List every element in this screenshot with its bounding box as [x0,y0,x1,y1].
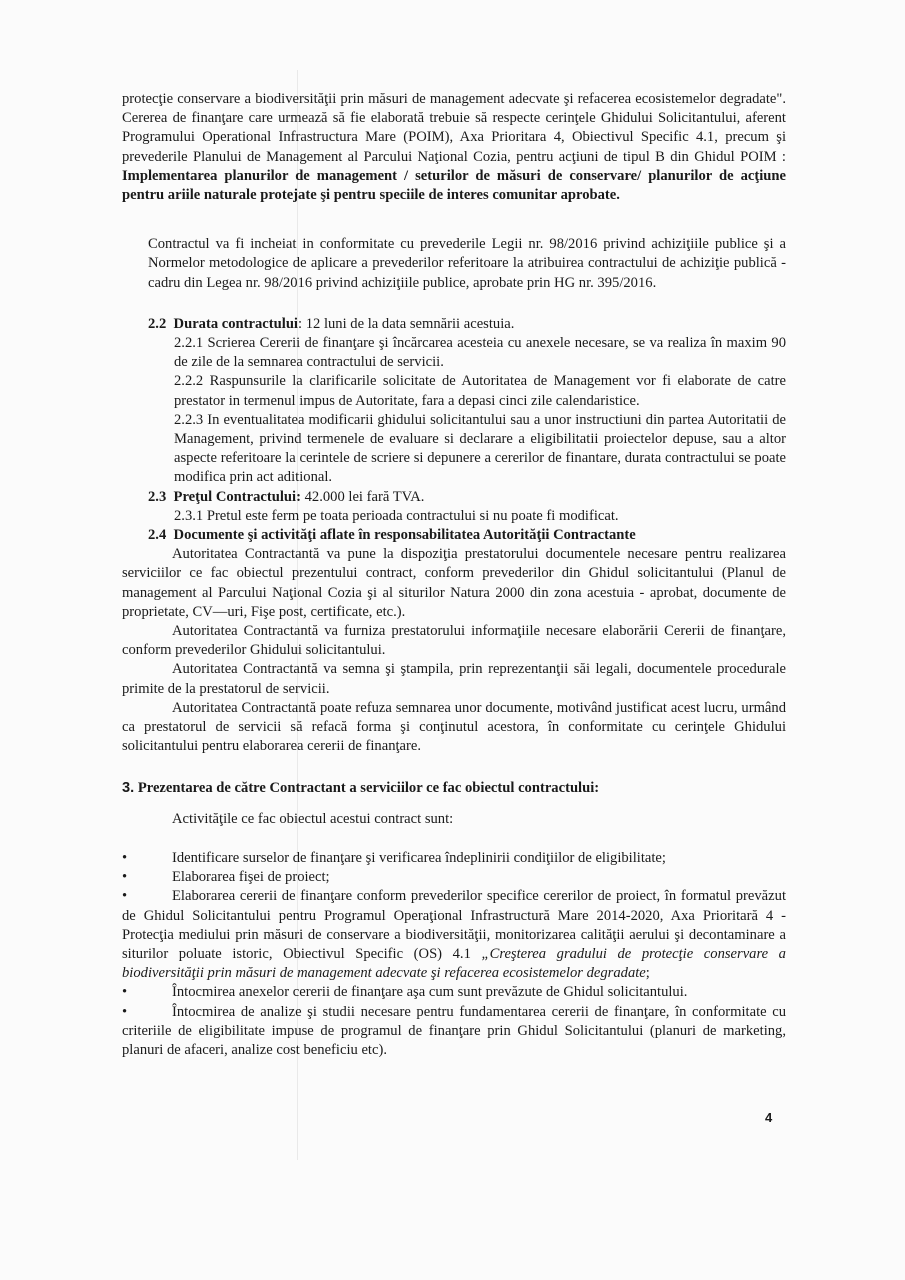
section-2-4-paragraph-3: Autoritatea Contractantă va semna şi ştampila, prin reprezentanţii săi legali, documentele procedurale primite de la prestatorul de servicii. [122,661,786,697]
intro-bold-text: Implementarea planurilor de management / seturilor de măsuri de conservare/ planurilor de acţiune pentru ariile naturale protejate şi pentru speciile de interes comunitar aprobate. [122,167,786,204]
intro-paragraph [122,90,786,205]
page-content [122,90,786,1060]
list-item-text: Întocmirea anexelor cererii de finanţare aşa cum sunt prevăzute de Ghidul solicitantului. [172,984,688,1001]
page-number: 4 [765,1110,773,1125]
section-2-2-number: 2.2 [148,315,167,332]
list-item [122,983,786,1002]
section-2-3-text: 42.000 lei fară TVA. [300,488,425,505]
list-item [122,887,786,983]
bullet-icon: • [122,1003,128,1020]
section-2-3-heading [122,488,786,507]
bullet-icon: • [122,888,128,905]
bullet-icon: • [122,849,128,866]
list-item [122,868,786,887]
section-3-heading [122,779,786,798]
section-2-4-title: Documente şi activităţi aflate în responsabilitatea Autorităţii Contractante [173,527,636,544]
section-3-intro: Activităţile ce fac obiectul acestui contract sunt: [172,810,454,827]
section-3-title: Prezentarea de către Contractant a serviciilor ce fac obiectul contractului: [137,779,600,796]
section-3-number: 3. [122,779,135,796]
section-2-4-paragraph-2: Autoritatea Contractantă va furniza prestatorului informaţiile necesare elaborării Cererii de finanţare, conform prevederilor Ghidului solicitantului. [122,623,786,659]
list-item-text: Identificare surselor de finanţare şi verificarea îndeplinirii condiţiilor de eligibilitate; [172,849,666,866]
clause-2-2-2: 2.2.2 Raspunsurile la clarificarile solicitate de Autoritatea de Management vor fi elaborate de catre prestator in termenul impus de Autoritate, fara a depasi cinci zile calendaristice. [174,373,786,409]
section-2-4-paragraph-1: Autoritatea Contractantă va pune la dispoziţia prestatorului documentele necesare pentru realizarea serviciilor ce fac obiectul prezentului contract, conform prevederilor din Ghidul solicitantului (Planul de management al Parcului Naţional Cozia şi al siturilor Natura 2000 din zona acestuia - aprobat, documente de proprietate, CV—uri, Fişe post, certificate, etc.). [122,546,786,620]
bullet-icon: • [122,869,128,886]
list-item-italic-text: „Creşterea gradului de protecţie conservare a biodiversităţii prin măsuri de management adecvate şi refacerea ecosistemelor degradate [122,945,786,982]
intro-text: protecţie conservare a biodiversităţii prin măsuri de management adecvate şi refacerea ecosistemelor degradate". Cererea de finanţare care urmează să fie elaborată trebuie să respecte cerinţele Ghidului Solicitantului, aferent Programului Operational Infrastructura Mare (POIM), Axa Prioritara 4, Obiectivul Specific 4.1, precum şi prevederile Planului de Management al Parcului Naţional Cozia, pentru acţiuni de tipul B din Ghidul POIM : [122,91,786,165]
clause-2-3-1: 2.3.1 Pretul este ferm pe toata perioada contractului si nu poate fi modificat. [174,507,619,524]
list-item [122,849,786,868]
contract-paragraph: Contractul va fi incheiat in conformitate cu prevederile Legii nr. 98/2016 privind achiziţiile publice şi a Normelor metodologice de aplicare a prevederilor referitoare la atribuirea contractului de achiziţie publică - cadru din Legea nr. 98/2016 privind achiziţiile publice, aprobate prin HG nr. 395/2016. [148,236,786,291]
list-item-text: Elaborarea fişei de proiect; [172,869,330,886]
section-2-4-heading [122,526,786,545]
list-item [122,1003,786,1061]
section-2-4-number: 2.4 [148,527,167,544]
list-item-text: Întocmirea de analize şi studii necesare pentru fundamentarea cererii de finanţare, în conformitate cu criteriile de eligibilitate impuse de programul de finanţare prin Ghidul Solicitantului (planuri de marketing, planuri de afaceri, analize cost beneficiu etc). [122,1003,786,1058]
section-2-2-heading [122,315,786,334]
section-2-4-paragraph-4: Autoritatea Contractantă poate refuza semnarea unor documente, motivând justificat acest lucru, urmând ca prestatorul de servicii să refacă forma şi conţinutul acestora, în conformitate cu cerinţele Ghidului solicitantului pentru elaborarea cererii de finanţare. [122,699,786,755]
list-item-text: Elaborarea cererii de finanţare conform prevederilor specifice cererilor de proiect, în formatul prevăzut de Ghidul Solicitantului pentru Programul Operaţional Infrastructură Mare 2014-2020, Axa Prioritară 4 - Protecţia mediului prin măsuri de conservare a biodiversităţii, monitorizarea calităţii aerului şi decontaminare a siturilor poluate istoric, Obiectivul Specific (OS) 4.1 [122,888,786,962]
clause-2-2-3: 2.2.3 In eventualitatea modificarii ghidului solicitantului sau a unor instructiuni din partea Autoritatii de Management, privind termenele de evaluare si declarare a eligibilitatii proiectelor depuse, sau a altor aspecte referitoare la cerintele de scriere si depunere a cererilor de finantare, durata contractului se poate modifica prin act aditional. [174,411,786,486]
section-2-2-title: Durata contractului [173,315,298,332]
bullet-icon: • [122,984,128,1001]
section-2-3-number: 2.3 [148,488,167,505]
list-item-end: ; [645,965,650,982]
section-2-3-title: Preţul Contractului: [173,488,301,505]
clause-2-2-1: 2.2.1 Scrierea Cererii de finanţare şi încărcarea acesteia cu anexele necesare, se va realiza în maxim 90 de zile de la semnarea contractului de servicii. [174,335,786,371]
section-2-2-text: : 12 luni de la data semnării acestuia. [298,315,515,332]
